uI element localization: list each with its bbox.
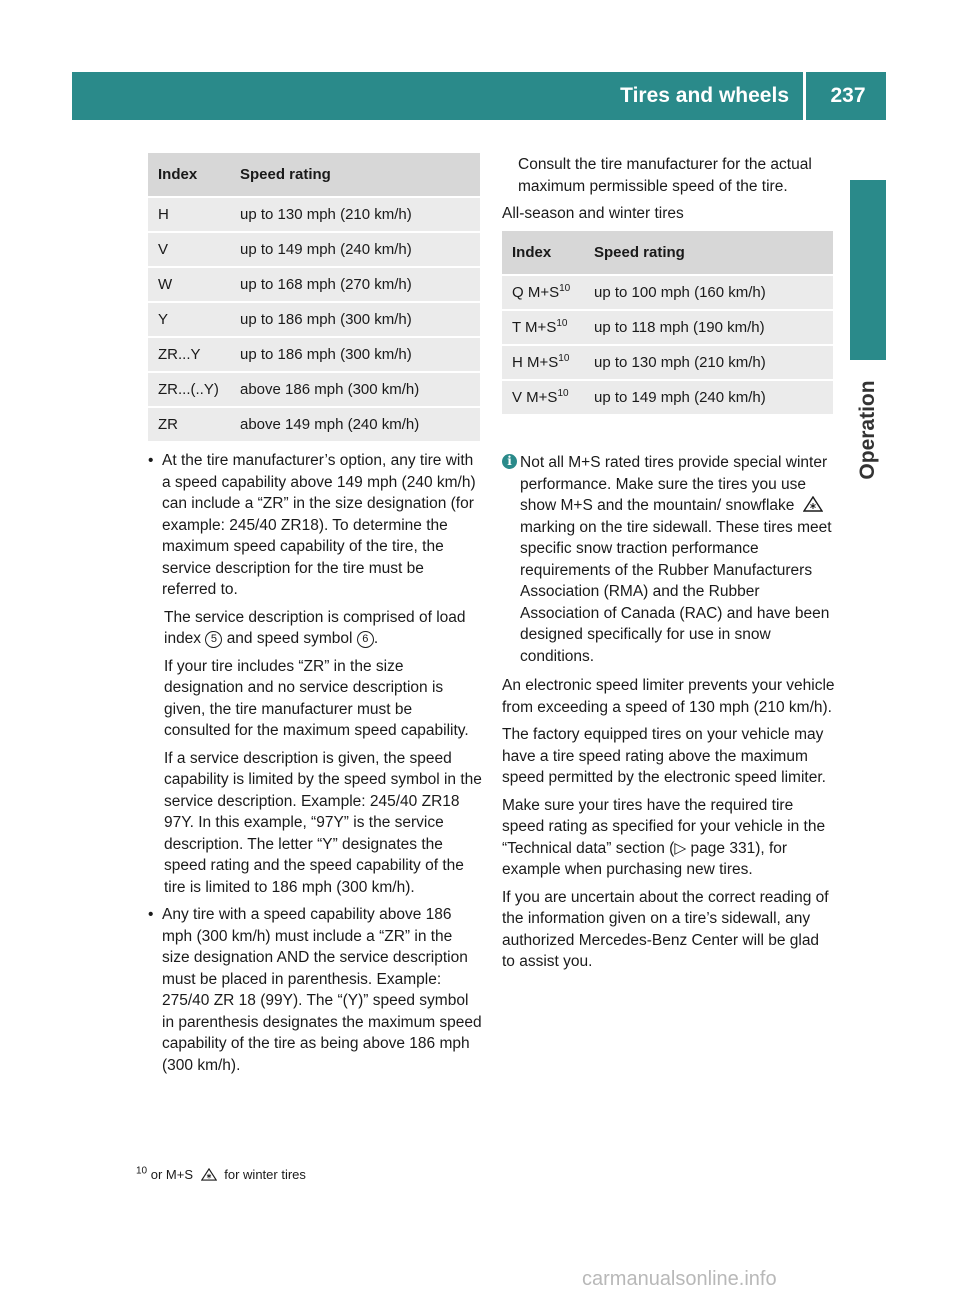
footnote-ref: 10 [559, 283, 571, 294]
rating-cell: above 149 mph (240 km/h) [230, 407, 480, 442]
section-label-text: Operation [856, 380, 879, 480]
index-text: H M+S [512, 354, 559, 371]
rating-cell: up to 130 mph (210 km/h) [230, 197, 480, 232]
rating-cell: above 186 mph (300 km/h) [230, 372, 480, 407]
text: and speed symbol [226, 630, 353, 647]
mountain-snowflake-icon [803, 496, 823, 512]
bullet-item [148, 450, 482, 601]
index-cell: ZR [148, 407, 230, 442]
winter-speed-rating-table [502, 231, 833, 416]
paragraph: If you are uncertain about the correct reading of the information given on a tire’s sidewall, any authorized Mercedes-Benz Center will be glad to assist you. [502, 888, 829, 970]
circled-number-icon: 5 [205, 631, 222, 648]
index-text: Q M+S [512, 284, 560, 301]
table-row [502, 310, 833, 345]
text: The service description is comprised of load index [164, 608, 466, 647]
index-cell: W [148, 267, 230, 302]
column-header: Index [502, 231, 584, 275]
header-bar [72, 72, 886, 120]
info-note [502, 452, 836, 667]
text: Make sure your tires have the required tire speed rating as specified for your vehicle in the “Technical data” section ( [502, 796, 826, 857]
index-cell: Y [148, 302, 230, 337]
index-cell [502, 345, 584, 380]
table-row [148, 372, 480, 407]
index-cell: ZR...(..Y) [148, 372, 230, 407]
rating-cell: up to 130 mph (210 km/h) [584, 345, 833, 380]
right-column-lower [502, 440, 836, 979]
section-label [850, 370, 886, 490]
footnote-ref: 10 [556, 318, 568, 329]
mountain-snowflake-icon [201, 1168, 217, 1181]
index-cell [502, 275, 584, 310]
bullet-item [148, 904, 482, 1076]
index-text: V M+S [512, 389, 558, 406]
index-text: T M+S [512, 319, 557, 336]
speed-rating-table [148, 153, 480, 443]
footnote-ref: 10 [558, 353, 570, 364]
footnote-number: 10 [136, 1165, 148, 1177]
section-heading: All-season and winter tires [502, 205, 684, 222]
bullet-text: Any tire with a speed capability above 186 mph (300 km/h) must include a “ZR” in the size designation AND the service description must be placed in parenthesis. Example: 275/40 ZR 18 (99Y). The “(Y)” speed symbol in parenthesis designates the maximum speed capability of the tire as being above 186 mph (300 km/h). [162, 906, 482, 1074]
paragraph: Consult the tire manufacturer for the actual maximum permissible speed of the tire. [518, 156, 812, 195]
paragraph [148, 607, 482, 650]
column-header: Speed rating [584, 231, 833, 275]
table-row [502, 345, 833, 380]
index-cell [502, 380, 584, 415]
table-row [148, 337, 480, 372]
text: ), for example when purchasing new tires. [502, 839, 788, 878]
table-row [148, 407, 480, 442]
footnote-text: or M+S [150, 1167, 194, 1182]
watermark: carmanualsonline.info [582, 1268, 777, 1290]
rating-cell: up to 168 mph (270 km/h) [230, 267, 480, 302]
column-header: Speed rating [230, 153, 480, 197]
page-reference-link[interactable]: page 331 [690, 839, 756, 857]
table-row [502, 380, 833, 415]
paragraph: The factory equipped tires on your vehicle may have a tire speed rating above the maximum speed permitted by the electronic speed limiter. [502, 726, 826, 786]
table-header-row [502, 231, 833, 275]
text: Not all M+S rated tires provide special winter performance. Make sure the tires you use show M+S and the mountain/ snowflake [520, 454, 828, 514]
page-title: Tires and wheels [620, 72, 806, 120]
paragraph: An electronic speed limiter prevents your vehicle from exceeding a speed of 130 mph (210 km/h). [502, 677, 835, 716]
footnote-text: for winter tires [224, 1167, 306, 1182]
rating-cell: up to 186 mph (300 km/h) [230, 302, 480, 337]
footnote-ref: 10 [557, 388, 569, 399]
page-number: 237 [830, 84, 866, 107]
rating-cell: up to 186 mph (300 km/h) [230, 337, 480, 372]
table-row [148, 267, 480, 302]
right-column [502, 154, 836, 231]
bullet-dot: • [148, 452, 154, 469]
text: . [373, 630, 379, 647]
index-cell: H [148, 197, 230, 232]
text: marking on the tire sidewall. These tires meet specific snow traction performance requirements of the Rubber Manufacturers Association (RMA) and the Rubber Association of Canada (RAC) and have been designed specifically for use in snow conditions. [520, 518, 832, 665]
rating-cell: up to 100 mph (160 km/h) [584, 275, 833, 310]
circled-number-icon: 6 [357, 631, 374, 648]
index-cell: ZR...Y [148, 337, 230, 372]
table-row [148, 197, 480, 232]
footnote [136, 1167, 306, 1182]
paragraph: If a service description is given, the speed capability is limited by the speed symbol in the service description. Example: 245/40 ZR18 97Y. In this example, “97Y” is the service description. The letter “Y” designates the speed rating and the speed capability of the tire is limited to 186 mph (300 km/h). [164, 749, 482, 896]
bullet-dot: • [148, 906, 154, 923]
table-row [148, 302, 480, 337]
rating-cell: up to 149 mph (240 km/h) [584, 380, 833, 415]
page-ref-arrow-icon: ▷ [674, 839, 687, 857]
section-tab [850, 180, 886, 360]
index-cell [502, 310, 584, 345]
table-header-row [148, 153, 480, 197]
rating-cell: up to 149 mph (240 km/h) [230, 232, 480, 267]
paragraph: If your tire includes “ZR” in the size designation and no service description is given, the tire manufacturer must be consulted for the maximum speed capability. [164, 657, 469, 739]
index-cell: V [148, 232, 230, 267]
column-header: Index [148, 153, 230, 197]
rating-cell: up to 118 mph (190 km/h) [584, 310, 833, 345]
info-icon: i [502, 454, 517, 469]
table-row [502, 275, 833, 310]
left-column [148, 450, 482, 1082]
paragraph [502, 795, 836, 881]
bullet-text: At the tire manufacturer’s option, any tire with a speed capability above 149 mph (240 km/h) can include a “ZR” in the size designation (for example: 245/40 ZR18). To determine the maximum speed capability of the tire, the service description for the tire must be referred to. [162, 452, 476, 598]
table-row [148, 232, 480, 267]
